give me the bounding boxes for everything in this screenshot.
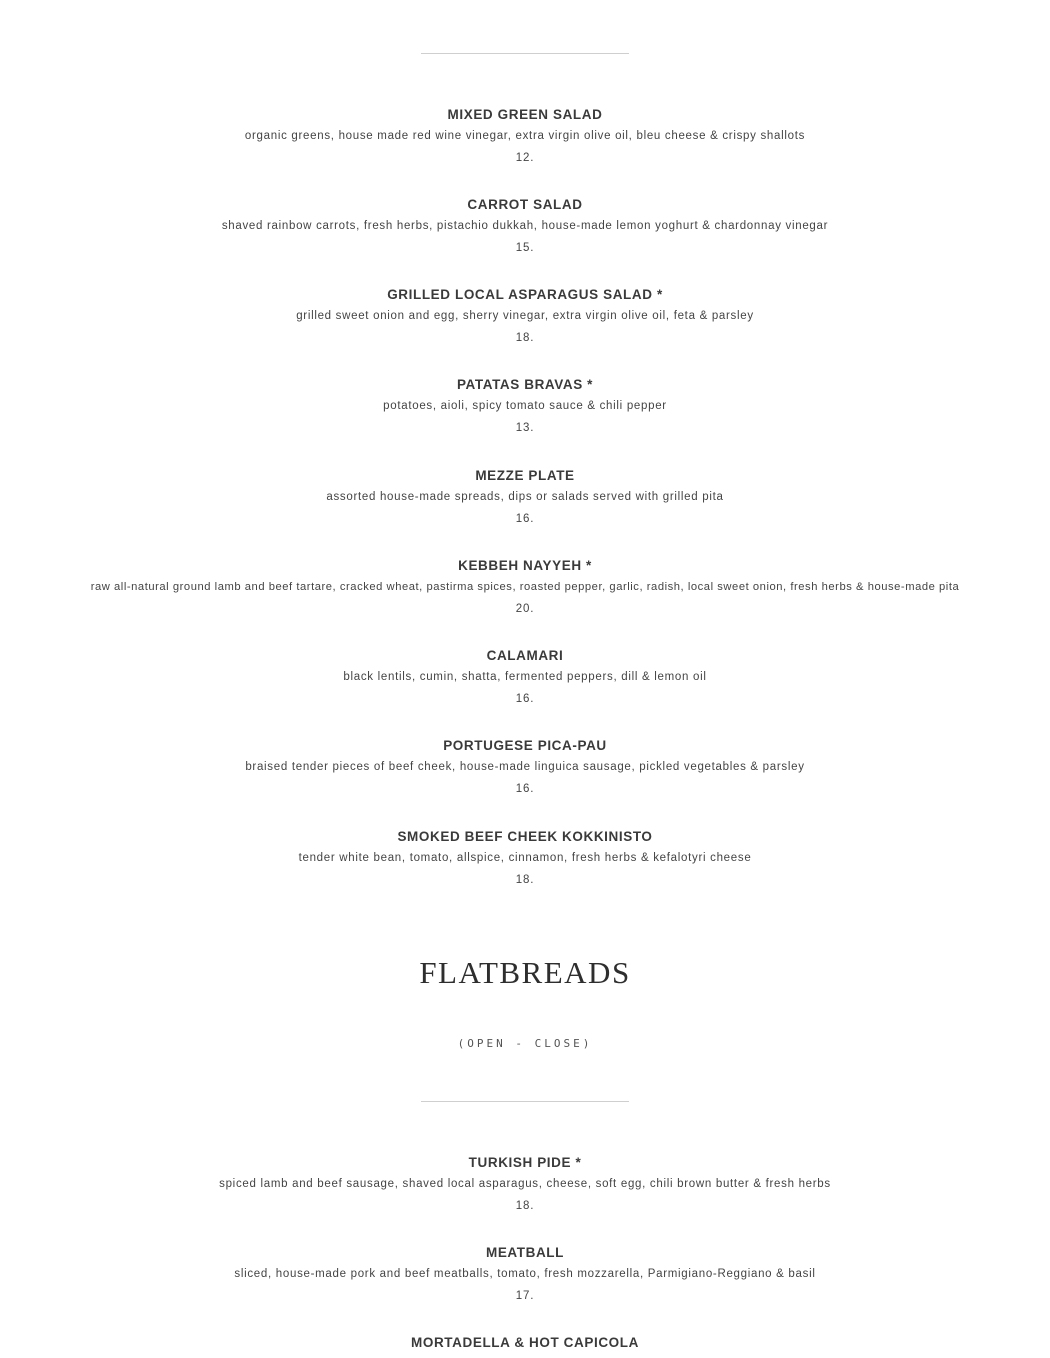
menu-item-name: MEZZE PLATE bbox=[475, 468, 575, 483]
menu-item-name: PATATAS BRAVAS * bbox=[456, 377, 594, 392]
menu-item-name: GRILLED LOCAL ASPARAGUS SALAD * bbox=[387, 287, 663, 302]
menu-item-name: MORTADELLA & HOT CAPICOLA bbox=[411, 1335, 639, 1350]
menu-item-price: 18. bbox=[515, 332, 535, 344]
section-title: FLATBREADS bbox=[419, 955, 631, 990]
menu-item bbox=[0, 196, 1050, 257]
menu-item-price: 16. bbox=[515, 693, 535, 705]
menu-item-price: 13. bbox=[515, 422, 535, 434]
menu-item bbox=[0, 106, 1050, 167]
menu-item-description: sliced, house-made pork and beef meatballs, tomato, fresh mozzarella, Parmigiano-Reggiano & basil bbox=[234, 1268, 816, 1280]
menu-item-price: 16. bbox=[515, 783, 535, 795]
menu-item-description: organic greens, house made red wine vinegar, extra virgin olive oil, bleu cheese & crispy shallots bbox=[244, 130, 806, 142]
menu-item-description: spiced lamb and beef sausage, shaved local asparagus, cheese, soft egg, chili brown butter & fresh herbs bbox=[219, 1178, 831, 1190]
section-hours bbox=[0, 0, 1050, 1]
menu-item-description: potatoes, aioli, spicy tomato sauce & chili pepper bbox=[383, 400, 667, 412]
menu-item-description: black lentils, cumin, shatta, fermented peppers, dill & lemon oil bbox=[343, 671, 707, 683]
menu-item bbox=[0, 1154, 1050, 1215]
menu-item-description: raw all-natural ground lamb and beef tartare, cracked wheat, pastirma spices, roasted pepper, garlic, radish, local sweet onion, fresh herbs & house-made pita bbox=[90, 581, 960, 593]
menu-item-price: 20. bbox=[515, 603, 535, 615]
menu-item-name: CARROT SALAD bbox=[467, 197, 583, 212]
menu-item bbox=[0, 557, 1050, 618]
menu-item-description: tender white bean, tomato, allspice, cinnamon, fresh herbs & kefalotyri cheese bbox=[298, 852, 752, 864]
menu-item-description: assorted house-made spreads, dips or salads served with grilled pita bbox=[326, 491, 724, 503]
menu-item bbox=[0, 828, 1050, 889]
menu-item-name: MIXED GREEN SALAD bbox=[447, 107, 603, 122]
menu-item bbox=[0, 1244, 1050, 1305]
menu-item bbox=[0, 737, 1050, 798]
menu-item-description: grilled sweet onion and egg, sherry vinegar, extra virgin olive oil, feta & parsley bbox=[296, 310, 754, 322]
menu-item-name: CALAMARI bbox=[486, 648, 564, 663]
menu-item-price: 18. bbox=[515, 1200, 535, 1212]
section-divider bbox=[421, 1101, 629, 1102]
menu-item-price: 15. bbox=[515, 242, 535, 254]
menu-item bbox=[0, 1334, 1050, 1352]
menu-item bbox=[0, 376, 1050, 437]
section-divider bbox=[421, 53, 629, 54]
menu-item bbox=[0, 647, 1050, 708]
menu-item bbox=[0, 467, 1050, 528]
menu-item-name: TURKISH PIDE * bbox=[468, 1155, 582, 1170]
menu-item-price: 18. bbox=[515, 874, 535, 886]
menu-item-name: MEATBALL bbox=[485, 1245, 565, 1260]
menu-item-name: PORTUGESE PICA-PAU bbox=[443, 738, 607, 753]
menu-item-name: SMOKED BEEF CHEEK KOKKINISTO bbox=[397, 829, 653, 844]
menu-item-price: 12. bbox=[515, 152, 535, 164]
menu-item-price: 16. bbox=[515, 513, 535, 525]
menu-item bbox=[0, 286, 1050, 347]
menu-item-name: KEBBEH NAYYEH * bbox=[458, 558, 592, 573]
menu-item-description: shaved rainbow carrots, fresh herbs, pistachio dukkah, house-made lemon yoghurt & chardonnay vinegar bbox=[221, 220, 829, 232]
section-hours: (OPEN - CLOSE) bbox=[457, 1037, 593, 1050]
menu-item-price: 17. bbox=[515, 1290, 535, 1302]
menu-item-description: braised tender pieces of beef cheek, house-made linguica sausage, pickled vegetables & parsley bbox=[245, 761, 805, 773]
